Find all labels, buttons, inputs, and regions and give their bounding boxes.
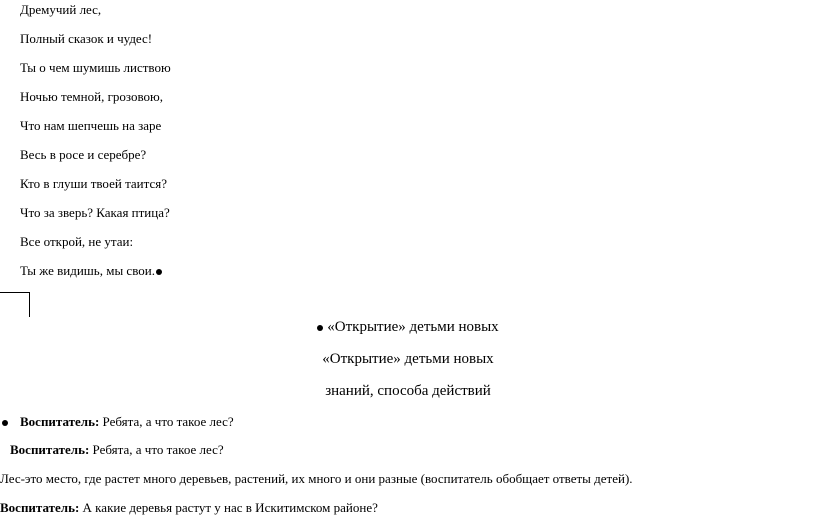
- section-heading-line1: «Открытие» детьми новых: [322, 351, 494, 367]
- speaker-label: Воспитатель:: [10, 442, 90, 457]
- question-text: А какие деревья растут у нас в Искитимском районе?: [82, 500, 378, 515]
- dialogue-bulleted-question: [2, 415, 234, 428]
- poem-line-7: Кто в глуши твоей таится?: [20, 176, 167, 191]
- poem-line-10-text: Ты же видишь, мы свои.: [20, 263, 155, 278]
- bullet-icon: [317, 325, 323, 331]
- poem-line-8: Что за зверь? Какая птица?: [20, 205, 170, 220]
- bullet-icon: [156, 269, 162, 275]
- poem-line-1: Дремучий лес,: [20, 2, 102, 17]
- poem-line-4: Ночью темной, грозовою,: [20, 89, 163, 104]
- poem-line-6: Весь в росе и серебре?: [20, 147, 147, 162]
- bullet-icon: [2, 420, 8, 426]
- corner-mark: [0, 292, 30, 317]
- section-heading-line2: знаний, способа действий: [325, 383, 491, 399]
- dialogue-question: [10, 443, 224, 456]
- speaker-label: Воспитатель:: [0, 500, 80, 515]
- dialogue-question-2: [0, 501, 378, 514]
- section-heading-bulleted: [0, 320, 816, 335]
- poem-line-5: Что нам шепчешь на заре: [20, 118, 162, 133]
- question-text: Ребята, а что такое лес?: [102, 414, 234, 429]
- poem-line-9: Все открой, не утаи:: [20, 234, 134, 249]
- section-heading-bulleted-text: «Открытие» детьми новых: [327, 319, 499, 335]
- poem-line-10: [20, 264, 162, 277]
- poem-line-2: Полный сказок и чудес!: [20, 31, 153, 46]
- question-text: Ребята, а что такое лес?: [92, 442, 224, 457]
- poem-line-3: Ты о чем шумишь листвою: [20, 60, 171, 75]
- answer-paragraph: Лес-это место, где растет много деревьев, растений, их много и они разные (воспитатель обобщает ответы детей).: [0, 471, 633, 486]
- speaker-label: Воспитатель:: [20, 414, 100, 429]
